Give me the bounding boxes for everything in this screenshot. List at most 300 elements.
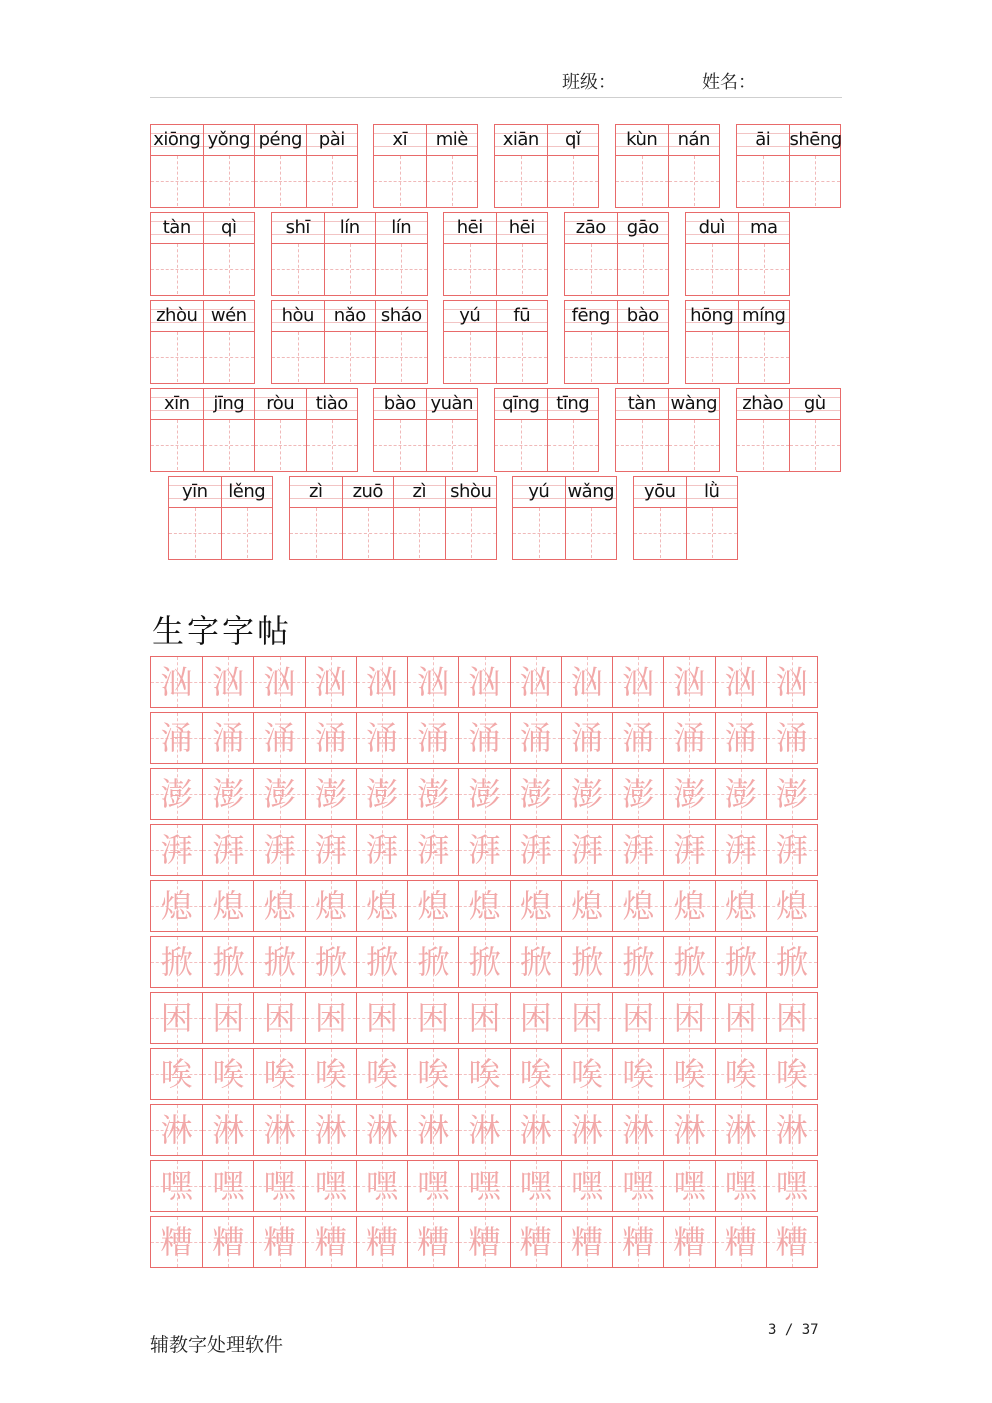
practice-cell[interactable] (612, 1105, 663, 1155)
practice-cell[interactable] (715, 993, 766, 1043)
practice-cell[interactable] (305, 657, 356, 707)
pinyin-text: fēng (565, 301, 617, 332)
pinyin-word-group (615, 124, 720, 208)
practice-cell[interactable] (458, 993, 509, 1043)
practice-cell[interactable] (766, 713, 817, 763)
practice-cell[interactable] (151, 657, 202, 707)
practice-cell[interactable] (766, 1105, 817, 1155)
practice-cell[interactable] (407, 993, 458, 1043)
practice-cell[interactable] (151, 1105, 202, 1155)
writing-box[interactable] (790, 420, 841, 470)
practice-cell[interactable] (612, 1161, 663, 1211)
trace-character: 澎 (570, 775, 603, 813)
practice-cell[interactable] (356, 825, 407, 875)
trace-character: 困 (314, 999, 347, 1037)
writing-box[interactable] (497, 244, 548, 294)
writing-box[interactable] (739, 244, 790, 294)
trace-character: 嘿 (212, 1167, 245, 1205)
trace-character: 糟 (468, 1223, 501, 1261)
trace-character: 涌 (673, 719, 706, 757)
practice-cell[interactable] (510, 993, 561, 1043)
practice-cell[interactable] (356, 657, 407, 707)
writing-box[interactable] (307, 420, 358, 470)
practice-cell[interactable] (253, 1105, 304, 1155)
practice-cell[interactable] (458, 769, 509, 819)
trace-character: 湃 (314, 831, 347, 869)
practice-cell[interactable] (510, 825, 561, 875)
trace-character: 澎 (468, 775, 501, 813)
writing-box[interactable] (222, 508, 273, 558)
practice-cell[interactable] (510, 657, 561, 707)
writing-box[interactable] (325, 332, 376, 382)
practice-cell[interactable] (407, 657, 458, 707)
writing-box[interactable] (566, 508, 617, 558)
trace-character: 困 (519, 999, 552, 1037)
practice-cell[interactable] (202, 769, 253, 819)
practice-cell[interactable] (510, 769, 561, 819)
trace-character: 汹 (417, 663, 450, 701)
writing-box[interactable] (376, 332, 427, 382)
pinyin-cell (151, 125, 203, 207)
trace-character: 涌 (570, 719, 603, 757)
pinyin-cell (375, 301, 427, 383)
pinyin-word-group (373, 124, 478, 208)
practice-cell[interactable] (561, 769, 612, 819)
writing-box[interactable] (686, 332, 738, 382)
trace-character: 淋 (160, 1111, 193, 1149)
practice-cell[interactable] (253, 657, 304, 707)
practice-cell[interactable] (561, 881, 612, 931)
practice-cell[interactable] (407, 769, 458, 819)
pinyin-text: zuō (343, 477, 394, 508)
pinyin-text: jīng (204, 389, 255, 420)
pinyin-cell (151, 301, 203, 383)
practice-cell[interactable] (202, 1049, 253, 1099)
pinyin-word-group (150, 388, 358, 472)
trace-character: 澎 (417, 775, 450, 813)
practice-cell[interactable] (356, 1105, 407, 1155)
practice-cell[interactable] (202, 657, 253, 707)
practice-cell[interactable] (766, 769, 817, 819)
pinyin-cell (445, 477, 497, 559)
practice-cell[interactable] (715, 825, 766, 875)
trace-character: 困 (160, 999, 193, 1037)
practice-cell[interactable] (510, 1105, 561, 1155)
practice-cell[interactable] (305, 881, 356, 931)
practice-cell[interactable] (407, 825, 458, 875)
writing-box[interactable] (565, 244, 617, 294)
pinyin-text: bào (618, 301, 669, 332)
practice-cell[interactable] (458, 1161, 509, 1211)
practice-cell[interactable] (510, 713, 561, 763)
pinyin-cell (169, 477, 221, 559)
trace-character: 嘿 (314, 1167, 347, 1205)
practice-cell[interactable] (766, 657, 817, 707)
pinyin-text: wén (204, 301, 255, 332)
practice-cell[interactable] (510, 937, 561, 987)
pinyin-text: kùn (616, 125, 668, 156)
practice-cell[interactable] (561, 825, 612, 875)
practice-cell[interactable] (151, 993, 202, 1043)
trace-character: 熄 (673, 887, 706, 925)
writing-box[interactable] (427, 156, 478, 206)
pinyin-text: shī (272, 213, 324, 244)
trace-character: 唉 (417, 1055, 450, 1093)
practice-cell[interactable] (151, 825, 202, 875)
practice-cell[interactable] (253, 881, 304, 931)
practice-cell[interactable] (715, 1217, 766, 1267)
trace-character: 嘿 (519, 1167, 552, 1205)
practice-cell[interactable] (766, 993, 817, 1043)
writing-box[interactable] (151, 244, 203, 294)
practice-cell[interactable] (663, 769, 714, 819)
pinyin-text: nán (669, 125, 720, 156)
pinyin-cell (151, 389, 203, 471)
writing-box[interactable] (618, 244, 669, 294)
practice-cell[interactable] (715, 1161, 766, 1211)
trace-character: 困 (622, 999, 655, 1037)
pinyin-text: míng (739, 301, 790, 332)
pinyin-cell (686, 213, 738, 295)
trace-character: 唉 (622, 1055, 655, 1093)
pinyin-text: āi (737, 125, 789, 156)
practice-cell[interactable] (612, 1049, 663, 1099)
trace-character: 澎 (519, 775, 552, 813)
trace-character: 湃 (775, 831, 808, 869)
practice-cell[interactable] (253, 937, 304, 987)
pinyin-cell (203, 125, 255, 207)
trace-character: 糟 (160, 1223, 193, 1261)
trace-character: 涌 (417, 719, 450, 757)
practice-cell[interactable] (458, 1105, 509, 1155)
writing-box[interactable] (343, 508, 394, 558)
practice-cell[interactable] (305, 769, 356, 819)
practice-cell[interactable] (407, 1105, 458, 1155)
pinyin-cell (617, 301, 669, 383)
practice-cell[interactable] (253, 993, 304, 1043)
writing-box[interactable] (548, 156, 599, 206)
practice-cell[interactable] (612, 881, 663, 931)
writing-box[interactable] (444, 244, 496, 294)
practice-cell[interactable] (612, 1217, 663, 1267)
practice-cell[interactable] (663, 993, 714, 1043)
writing-box[interactable] (307, 156, 358, 206)
writing-box[interactable] (616, 156, 668, 206)
writing-box[interactable] (204, 420, 255, 470)
practice-cell[interactable] (305, 713, 356, 763)
practice-cell[interactable] (612, 769, 663, 819)
pinyin-text: qīng (495, 389, 547, 420)
writing-box[interactable] (394, 508, 445, 558)
trace-character: 嘿 (724, 1167, 757, 1205)
trace-character: 淋 (468, 1111, 501, 1149)
pinyin-cell (547, 125, 599, 207)
pinyin-cell (444, 301, 496, 383)
pinyin-text: pài (307, 125, 358, 156)
practice-cell[interactable] (561, 1049, 612, 1099)
pinyin-cell (738, 301, 790, 383)
writing-box[interactable] (446, 508, 497, 558)
writing-box[interactable] (374, 420, 426, 470)
pinyin-word-group (685, 300, 790, 384)
writing-box[interactable] (255, 420, 306, 470)
writing-box[interactable] (290, 508, 342, 558)
practice-cell[interactable] (305, 1049, 356, 1099)
practice-cell[interactable] (458, 825, 509, 875)
writing-box[interactable] (548, 420, 599, 470)
pinyin-word-group (736, 124, 841, 208)
practice-cell[interactable] (458, 937, 509, 987)
practice-cell[interactable] (356, 993, 407, 1043)
practice-cell[interactable] (305, 993, 356, 1043)
writing-box[interactable] (272, 332, 324, 382)
trace-character: 困 (570, 999, 603, 1037)
practice-cell[interactable] (407, 1161, 458, 1211)
trace-character: 糟 (519, 1223, 552, 1261)
practice-cell[interactable] (458, 657, 509, 707)
writing-box[interactable] (204, 156, 255, 206)
practice-cell[interactable] (407, 713, 458, 763)
writing-box[interactable] (151, 332, 203, 382)
writing-box[interactable] (790, 156, 841, 206)
trace-character: 汹 (673, 663, 706, 701)
writing-box[interactable] (495, 420, 547, 470)
pinyin-text: hēi (497, 213, 548, 244)
practice-cell[interactable] (561, 1161, 612, 1211)
practice-cell[interactable] (202, 1161, 253, 1211)
practice-cell[interactable] (663, 1049, 714, 1099)
trace-character: 淋 (519, 1111, 552, 1149)
trace-character: 嘿 (366, 1167, 399, 1205)
writing-box[interactable] (151, 156, 203, 206)
practice-cell[interactable] (202, 1217, 253, 1267)
pinyin-cell (496, 301, 548, 383)
practice-cell[interactable] (561, 1105, 612, 1155)
writing-box[interactable] (272, 244, 324, 294)
practice-cell[interactable] (612, 657, 663, 707)
practice-row (150, 1160, 818, 1212)
practice-cell[interactable] (766, 1217, 817, 1267)
practice-cell[interactable] (766, 881, 817, 931)
writing-box[interactable] (669, 420, 720, 470)
practice-cell[interactable] (766, 937, 817, 987)
trace-character: 澎 (724, 775, 757, 813)
practice-cell[interactable] (253, 825, 304, 875)
trace-character: 掀 (622, 943, 655, 981)
practice-cell[interactable] (356, 1217, 407, 1267)
trace-character: 淋 (570, 1111, 603, 1149)
practice-cell[interactable] (458, 1049, 509, 1099)
practice-cell[interactable] (510, 1049, 561, 1099)
practice-cell[interactable] (510, 1161, 561, 1211)
practice-cell[interactable] (663, 1105, 714, 1155)
practice-cell[interactable] (715, 1105, 766, 1155)
writing-box[interactable] (634, 508, 686, 558)
practice-cell[interactable] (663, 657, 714, 707)
practice-cell[interactable] (151, 881, 202, 931)
writing-box[interactable] (495, 156, 547, 206)
practice-cell[interactable] (253, 1161, 304, 1211)
pinyin-cell (324, 301, 376, 383)
pinyin-cell (668, 389, 720, 471)
pinyin-cell (686, 301, 738, 383)
practice-cell[interactable] (151, 937, 202, 987)
practice-cell[interactable] (715, 1049, 766, 1099)
practice-cell[interactable] (766, 825, 817, 875)
writing-box[interactable] (255, 156, 306, 206)
trace-character: 糟 (673, 1223, 706, 1261)
writing-box[interactable] (737, 156, 789, 206)
writing-box[interactable] (687, 508, 738, 558)
pinyin-text: zì (290, 477, 342, 508)
practice-grid (150, 656, 818, 1272)
pinyin-text: bào (374, 389, 426, 420)
trace-character: 汹 (212, 663, 245, 701)
writing-box[interactable] (616, 420, 668, 470)
writing-box[interactable] (376, 244, 427, 294)
practice-cell[interactable] (202, 881, 253, 931)
pinyin-cell (393, 477, 445, 559)
trace-character: 熄 (160, 887, 193, 925)
practice-cell[interactable] (715, 713, 766, 763)
practice-cell[interactable] (151, 1049, 202, 1099)
practice-cell[interactable] (151, 769, 202, 819)
writing-box[interactable] (169, 508, 221, 558)
practice-cell[interactable] (663, 1161, 714, 1211)
trace-character: 唉 (366, 1055, 399, 1093)
pinyin-text: yōu (634, 477, 686, 508)
practice-cell[interactable] (561, 937, 612, 987)
pinyin-cell (426, 125, 478, 207)
practice-cell[interactable] (510, 1217, 561, 1267)
practice-cell[interactable] (766, 1049, 817, 1099)
trace-character: 困 (366, 999, 399, 1037)
practice-cell[interactable] (356, 769, 407, 819)
trace-character: 熄 (570, 887, 603, 925)
practice-cell[interactable] (612, 825, 663, 875)
practice-cell[interactable] (407, 1049, 458, 1099)
practice-cell[interactable] (356, 937, 407, 987)
writing-box[interactable] (204, 332, 255, 382)
practice-cell[interactable] (458, 881, 509, 931)
pinyin-cell (374, 125, 426, 207)
practice-cell[interactable] (305, 1161, 356, 1211)
writing-box[interactable] (204, 244, 255, 294)
practice-cell[interactable] (253, 1049, 304, 1099)
writing-box[interactable] (151, 420, 203, 470)
practice-cell[interactable] (202, 1105, 253, 1155)
practice-cell[interactable] (715, 937, 766, 987)
writing-box[interactable] (325, 244, 376, 294)
practice-cell[interactable] (561, 713, 612, 763)
practice-cell[interactable] (663, 713, 714, 763)
practice-cell[interactable] (663, 825, 714, 875)
practice-cell[interactable] (305, 937, 356, 987)
pinyin-cell (306, 125, 358, 207)
writing-box[interactable] (444, 332, 496, 382)
practice-cell[interactable] (305, 1105, 356, 1155)
writing-box[interactable] (739, 332, 790, 382)
writing-box[interactable] (497, 332, 548, 382)
practice-cell[interactable] (612, 993, 663, 1043)
practice-cell[interactable] (458, 713, 509, 763)
practice-row (150, 936, 818, 988)
trace-character: 汹 (468, 663, 501, 701)
practice-cell[interactable] (715, 657, 766, 707)
writing-box[interactable] (737, 420, 789, 470)
pinyin-text: shòu (446, 477, 497, 508)
practice-cell[interactable] (407, 937, 458, 987)
practice-cell[interactable] (663, 881, 714, 931)
practice-cell[interactable] (612, 713, 663, 763)
pinyin-text: zhòu (151, 301, 203, 332)
pinyin-text: lín (376, 213, 427, 244)
practice-cell[interactable] (715, 769, 766, 819)
practice-cell[interactable] (663, 937, 714, 987)
writing-box[interactable] (374, 156, 426, 206)
pinyin-cell (151, 213, 203, 295)
practice-cell[interactable] (356, 1161, 407, 1211)
practice-cell[interactable] (202, 825, 253, 875)
practice-cell[interactable] (561, 993, 612, 1043)
practice-cell[interactable] (253, 769, 304, 819)
practice-row (150, 880, 818, 932)
practice-cell[interactable] (407, 1217, 458, 1267)
trace-character: 熄 (468, 887, 501, 925)
writing-box[interactable] (618, 332, 669, 382)
practice-cell[interactable] (202, 937, 253, 987)
practice-cell[interactable] (151, 1217, 202, 1267)
trace-character: 唉 (724, 1055, 757, 1093)
pinyin-word-group (150, 300, 255, 384)
trace-character: 汹 (160, 663, 193, 701)
practice-cell[interactable] (612, 937, 663, 987)
practice-cell[interactable] (407, 881, 458, 931)
pinyin-text: hòu (272, 301, 324, 332)
practice-cell[interactable] (663, 1217, 714, 1267)
practice-cell[interactable] (202, 713, 253, 763)
writing-box[interactable] (669, 156, 720, 206)
writing-box[interactable] (686, 244, 738, 294)
practice-cell[interactable] (561, 1217, 612, 1267)
practice-cell[interactable] (458, 1217, 509, 1267)
pinyin-word-group (494, 388, 599, 472)
practice-cell[interactable] (561, 657, 612, 707)
writing-box[interactable] (565, 332, 617, 382)
writing-box[interactable] (513, 508, 565, 558)
practice-cell[interactable] (510, 881, 561, 931)
practice-cell[interactable] (715, 881, 766, 931)
practice-cell[interactable] (356, 713, 407, 763)
practice-cell[interactable] (356, 881, 407, 931)
practice-row (150, 824, 818, 876)
trace-character: 涌 (263, 719, 296, 757)
trace-character: 淋 (314, 1111, 347, 1149)
practice-cell[interactable] (253, 1217, 304, 1267)
practice-cell[interactable] (356, 1049, 407, 1099)
practice-cell[interactable] (766, 1161, 817, 1211)
pinyin-cell (737, 125, 789, 207)
pinyin-text: zhào (737, 389, 789, 420)
practice-cell[interactable] (253, 713, 304, 763)
practice-cell[interactable] (151, 1161, 202, 1211)
practice-cell[interactable] (305, 825, 356, 875)
practice-cell[interactable] (151, 713, 202, 763)
writing-box[interactable] (427, 420, 478, 470)
practice-cell[interactable] (305, 1217, 356, 1267)
pinyin-word-group (512, 476, 617, 560)
practice-cell[interactable] (202, 993, 253, 1043)
